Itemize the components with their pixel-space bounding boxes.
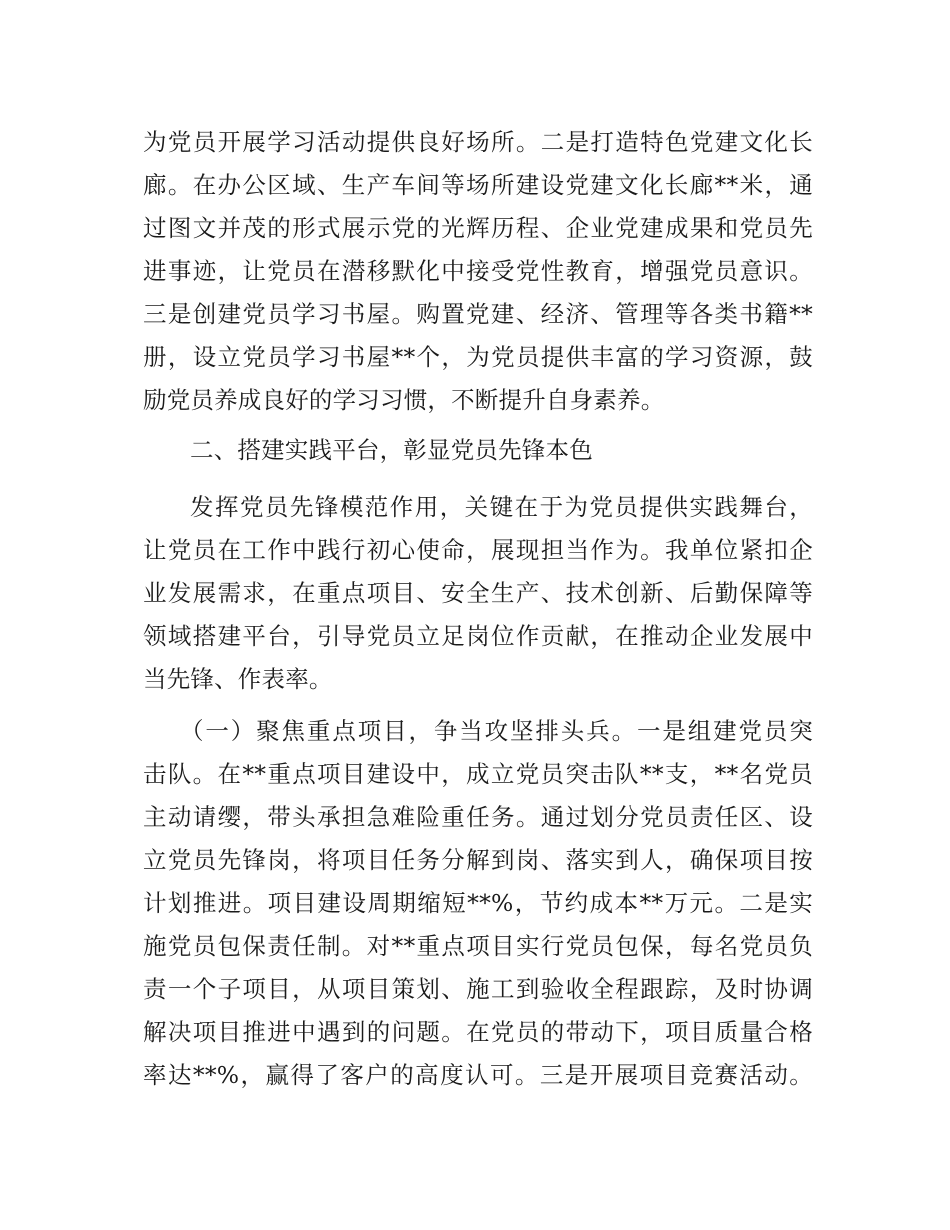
body-text-line: 进事迹，让党员在潜移默化中接受党性教育，增强党员意识。 xyxy=(143,257,813,285)
body-text-line: 击队。在**重点项目建设中，成立党员突击队**支，**名党员 xyxy=(143,760,813,788)
body-text-line: 施党员包保责任制。对**重点项目实行党员包保，每名党员负 xyxy=(143,932,813,960)
body-text-line: 当先锋、作表率。 xyxy=(143,665,333,693)
section-heading: 二、搭建实践平台，彰显党员先锋本色 xyxy=(190,436,593,464)
body-text-line: 主动请缨，带头承担急难险重任务。通过划分党员责任区、设 xyxy=(143,803,813,831)
body-text-line: 责一个子项目，从项目策划、施工到验收全程跟踪，及时协调 xyxy=(143,975,813,1003)
body-text-line: 三是创建党员学习书屋。购置党建、经济、管理等各类书籍** xyxy=(143,300,813,328)
body-text-line: 立党员先锋岗，将项目任务分解到岗、落实到人，确保项目按 xyxy=(143,846,813,874)
body-text-line: 励党员养成良好的学习习惯，不断提升自身素养。 xyxy=(143,386,665,414)
body-text-line: 廊。在办公区域、生产车间等场所建设党建文化长廊**米，通 xyxy=(143,171,813,199)
body-text-line: 为党员开展学习活动提供良好场所。二是打造特色党建文化长 xyxy=(143,128,813,156)
body-text-line: 解决项目推进中遇到的问题。在党员的带动下，项目质量合格 xyxy=(143,1018,813,1046)
body-text-line: 计划推进。项目建设周期缩短**%，节约成本**万元。二是实 xyxy=(143,889,813,917)
body-text-line: 业发展需求，在重点项目、安全生产、技术创新、后勤保障等 xyxy=(143,579,813,607)
body-text-line: 领域搭建平台，引导党员立足岗位作贡献，在推动企业发展中 xyxy=(143,622,813,650)
body-text-line: 让党员在工作中践行初心使命，展现担当作为。我单位紧扣企 xyxy=(143,536,813,564)
body-text-line: 过图文并茂的形式展示党的光辉历程、企业党建成果和党员先 xyxy=(143,214,813,242)
body-text-line: 率达**%，赢得了客户的高度认可。三是开展项目竞赛活动。 xyxy=(143,1061,813,1089)
body-text-line: 册，设立党员学习书屋**个，为党员提供丰富的学习资源，鼓 xyxy=(143,343,813,371)
subsection-heading-line: （一）聚焦重点项目，争当攻坚排头兵。一是组建党员突 xyxy=(180,717,813,745)
body-text-line: 发挥党员先锋模范作用，关键在于为党员提供实践舞台， xyxy=(190,493,813,521)
